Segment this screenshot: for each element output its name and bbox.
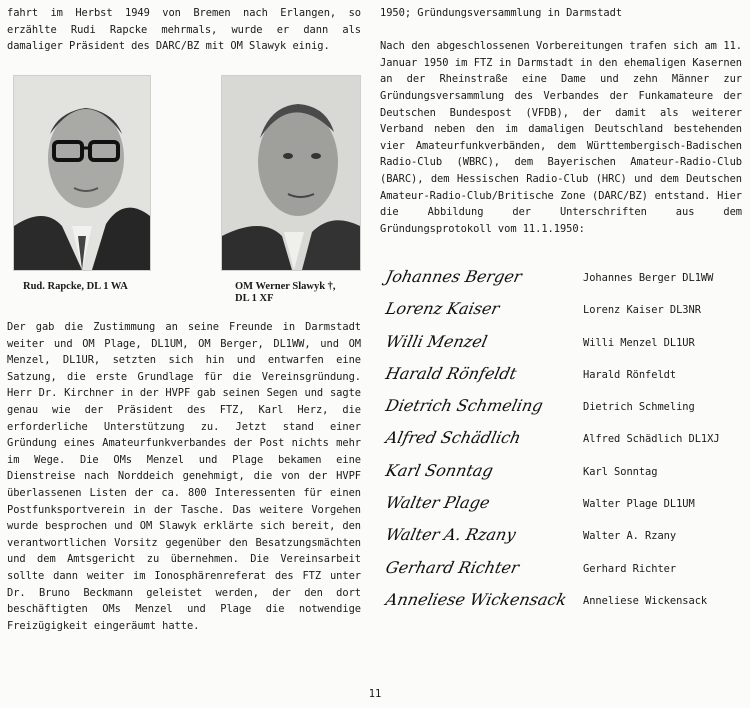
portrait-slawyk (221, 75, 361, 271)
signature-row (380, 520, 742, 552)
signature-row (380, 391, 742, 423)
signature-name: Harald Rönfeldt (583, 368, 677, 381)
signature-row (380, 585, 742, 617)
signature-image: Alfred Schädlich (384, 428, 523, 448)
signature-name: Anneliese Wickensack (583, 594, 708, 607)
left-column (7, 5, 361, 55)
signature-name: Karl Sonntag (583, 465, 658, 478)
signature-row (380, 327, 742, 359)
signature-row (380, 262, 742, 294)
signature-name: Willi Menzel DL1UR (583, 336, 695, 349)
caption-slawyk-line1: OM Werner Slawyk †, (235, 281, 336, 292)
signature-row (380, 553, 742, 585)
signature-image: Lorenz Kaiser (384, 299, 502, 319)
signature-image: Walter A. Rzany (384, 525, 518, 545)
portrait-rapcke (13, 75, 151, 271)
signature-row (380, 294, 742, 326)
signature-name: Walter Plage DL1UM (583, 498, 695, 511)
right-body-paragraph: Nach den abgeschlossenen Vorbereitungen trafen sich am 11. Januar 1950 im FTZ in Darmstadt in den ehemaligen Kasernen an der Rheinstraße eine Dame und zehn Männer zur Gründungsversammlung des Verbandes der Funkamateure der Deutschen Bundespost (VFDB), der damit als weiterer Verband neben den im damaligen Deutschland bestehenden vier Amateurfunkverbänden, dem Württembergisch-Badischen Radio-Club (WBRC), dem Bayerischen Amateur-Radio-Club (BARC), dem Hessischen Radio-Club (HRC) und dem Deutschen Amateur-Radio-Club/Britische Zone (DARC/BZ) entstand. Hier die Abbildung der Unterschriften aus dem Gründungsprotokoll vom 11.1.1950: (380, 40, 742, 235)
section-heading: 1950; Gründungsversammlung in Darmstadt (380, 7, 623, 19)
signature-image: Johannes Berger (384, 267, 524, 286)
page-number: 11 (368, 688, 382, 700)
signature-name: Gerhard Richter (583, 562, 677, 575)
intro-paragraph: fahrt im Herbst 1949 von Bremen nach Erlangen, so erzählte Rudi Rapcke mehrmals, wurde er dann als damaliger Präsident des DARC/BZ mit OM Slawyk einig. (7, 7, 361, 53)
left-body-paragraph: Der gab die Zustimmung an seine Freunde in Darmstadt weiter und OM Plage, DL1UM, OM Berger, DL1WW, und OM Menzel, DL1UR, setzten sich hin und entwarfen eine Satzung, die erste Grundlage für die Vereinsgründung. Herr Dr. Kirchner in der HVPF gab seinen Segen und sagte genau wie der Präsident des FTZ, Karl Herz, die erforderliche Unterstützung zu. Jetzt stand einer Gründung eines Amateurfunkverbandes der Post nichts mehr im Wege. Die OMs Menzel und Plage bekamen eine Dienstreise nach Norddeich genehmigt, die von der HVPF überlassenen Listen der ca. 800 Interessenten für einen Postfunksportverein in der Tasche. Das weitere Vorgehen wurde besprochen und OM Slawyk erklärte sich bereit, den verantwortlichen Vorsitz gegenüber den Besatzungsmächten und dem Amtsgericht zu übernehmen. Die Vereinsarbeit sollte dann weiter im Ionosphärenreferat des FTZ unter Dr. Bruno Beckmann geleistet werden, der den dort beschäftigten OMs Menzel und Plage die notwendige Freizügigkeit eingeräumt hatte. (7, 321, 361, 632)
signature-image: Dietrich Schmeling (384, 396, 545, 416)
signature-image: Anneliese Wickensack (384, 589, 569, 609)
signature-image: Harald Rönfeldt (384, 363, 519, 383)
signature-name: Lorenz Kaiser DL3NR (583, 304, 701, 317)
signature-row (380, 359, 742, 391)
signature-image: Walter Plage (384, 493, 492, 513)
photo-area (7, 75, 361, 305)
caption-rapcke: Rud. Rapcke, DL 1 WA (23, 281, 128, 292)
signature-image: Gerhard Richter (384, 557, 521, 577)
signature-list (380, 262, 742, 617)
signature-row (380, 488, 742, 520)
caption-slawyk-line2: DL 1 XF (235, 293, 274, 304)
signature-name: Alfred Schädlich DL1XJ (583, 433, 720, 446)
signature-image: Willi Menzel (384, 331, 490, 351)
signature-row (380, 423, 742, 455)
signature-image: Karl Sonntag (384, 460, 495, 480)
signature-name: Dietrich Schmeling (583, 401, 695, 414)
signature-name: Johannes Berger DL1WW (583, 272, 714, 284)
right-column (380, 5, 742, 237)
signature-name: Walter A. Rzany (583, 530, 677, 543)
signature-row (380, 456, 742, 488)
